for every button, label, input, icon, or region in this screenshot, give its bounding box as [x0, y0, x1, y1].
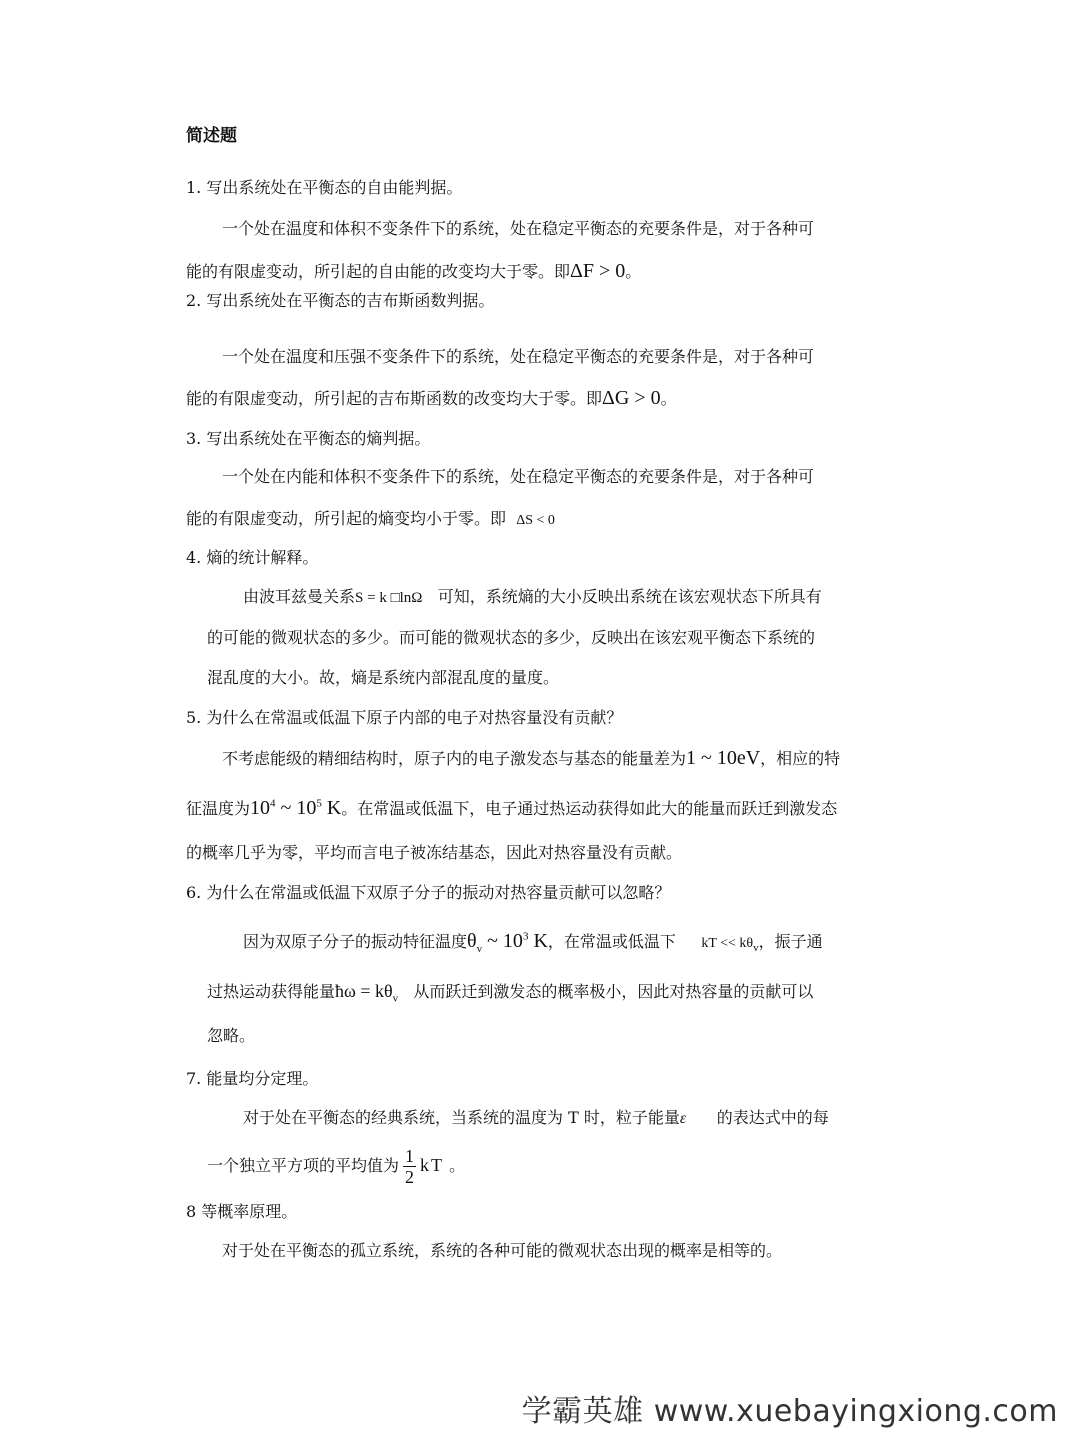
formula-kt-comparison	[701, 936, 759, 954]
answer-1-line-2	[186, 260, 641, 283]
answer-6-text-b: ，在常温或低温下	[547, 932, 676, 951]
answer-7-text-b: 的表达式中的每	[716, 1108, 829, 1127]
formula-unit: K	[321, 797, 342, 819]
formula-exp-2: 5	[316, 797, 322, 810]
section-title: 简述题	[186, 126, 237, 146]
epsilon-symbol: ε	[679, 1110, 687, 1127]
answer-5-line-3: 的概率几乎为零，平均而言电子被冻结基态，因此对热容量没有贡献。	[186, 843, 683, 862]
fraction-denominator: 2	[405, 1167, 415, 1187]
answer-2-line-1: 一个处在温度和压强不变条件下的系统，处在稳定平衡态的充要条件是，对于各种可	[222, 347, 815, 366]
answer-4-line-1	[243, 586, 822, 609]
question-3: 3. 写出系统处在平衡态的熵判据。	[186, 429, 431, 448]
answer-6-line-1	[243, 930, 823, 955]
answer-1-end: 。	[625, 262, 642, 281]
formula-unit: K	[528, 930, 548, 952]
answer-2-text: 能的有限虚变动，所引起的吉布斯函数的改变均大于零。即	[186, 389, 603, 408]
answer-2-line-2	[186, 387, 677, 410]
answer-3-text: 能的有限虚变动，所引起的熵变均小于零。即	[186, 509, 507, 528]
formula-delta-s: ΔS < 0	[516, 513, 555, 528]
answer-5-text-c: 征温度为	[186, 799, 251, 818]
answer-4-text-a: 由波耳兹曼关系	[243, 587, 356, 606]
formula-exp-1: 4	[270, 797, 276, 810]
formula-delta-f: ΔF > 0	[570, 260, 626, 282]
answer-3-line-1: 一个处在内能和体积不变条件下的系统，处在稳定平衡态的充要条件是，对于各种可	[222, 467, 815, 486]
question-7: 7. 能量均分定理。	[186, 1069, 319, 1088]
formula-exp: 3	[522, 930, 529, 943]
answer-6-text-e: 从而跃迁到激发态的概率极小，因此对热容量的贡献可以	[413, 982, 814, 1001]
answer-1-line-1: 一个处在温度和体积不变条件下的系统，处在稳定平衡态的充要条件是，对于各种可	[222, 219, 815, 238]
fraction-one-half	[403, 1146, 416, 1187]
theta-symbol: θ	[467, 930, 477, 952]
answer-5-line-1	[222, 747, 840, 770]
formula-kt-text: kT << kθ	[701, 936, 754, 951]
answer-4-line-2: 的可能的微观状态的多少。而可能的微观状态的多少，反映出在该宏观平衡态下系统的	[207, 628, 816, 647]
question-4: 4. 熵的统计解释。	[186, 548, 319, 567]
answer-6-line-2	[207, 980, 813, 1003]
answer-4-text-b: 可知，系统熵的大小反映出系统在该宏观状态下所具有	[437, 587, 822, 606]
answer-5-text-d: 。在常温或低温下，电子通过热运动获得如此大的能量而跃迁到激发态	[341, 799, 838, 818]
formula-energy-gap: 1 ~ 10eV	[686, 747, 761, 769]
answer-5-text-b: ，相应的特	[760, 749, 841, 768]
question-5: 5. 为什么在常温或低温下原子内部的电子对热容量没有贡献？	[186, 708, 623, 727]
subscript-v: v	[753, 941, 759, 954]
answer-4-line-3: 混乱度的大小。故，熵是系统内部混乱度的量度。	[207, 668, 560, 687]
answer-7-line-1	[243, 1107, 829, 1130]
question-6: 6. 为什么在常温或低温下双原子分子的振动对热容量贡献可以忽略？	[186, 883, 671, 902]
formula-kt: kT	[420, 1155, 445, 1175]
answer-7-text-a: 对于处在平衡态的经典系统，当系统的温度为 T 时，粒子能量	[243, 1108, 680, 1127]
question-8: 8 等概率原理。	[186, 1202, 298, 1221]
answer-6-line-3: 忽略。	[207, 1026, 256, 1045]
formula-delta-g: ΔG > 0	[602, 387, 661, 409]
formula-temperature-range	[250, 797, 341, 819]
formula-hbar-omega	[335, 981, 399, 1005]
question-2: 2. 写出系统处在平衡态的吉布斯函数判据。	[186, 291, 495, 310]
answer-5-line-2	[186, 797, 837, 820]
answer-8-line-1: 对于处在平衡态的孤立系统，系统的各种可能的微观状态出现的概率是相等的。	[222, 1241, 783, 1260]
answer-2-end: 。	[660, 389, 677, 408]
formula-mid: ~ 10	[275, 797, 317, 819]
watermark: 学霸英雄 www.xuebayingxiong.com	[521, 1394, 1058, 1429]
formula-energy-text: ħω = kθ	[335, 981, 393, 1001]
answer-5-text-a: 不考虑能级的精细结构时，原子内的电子激发态与基态的能量差为	[222, 749, 687, 768]
formula-base-1: 10	[250, 797, 271, 819]
answer-6-text-a: 因为双原子分子的振动特征温度	[243, 932, 468, 951]
subscript-v: v	[476, 943, 483, 955]
answer-7-line-2	[207, 1144, 465, 1187]
answer-3-line-2	[186, 508, 555, 532]
formula-vibration-temp	[467, 930, 548, 955]
answer-1-text: 能的有限虚变动，所引起的自由能的改变均大于零。即	[186, 262, 571, 281]
answer-7-text-c: 一个独立平方项的平均值为	[207, 1156, 400, 1175]
answer-6-text-c: ，振子通	[758, 932, 823, 951]
answer-6-text-d: 过热运动获得能量	[207, 982, 336, 1001]
answer-7-end: 。	[449, 1156, 466, 1175]
formula-boltzmann: S = k □lnΩ	[355, 590, 423, 606]
formula-mid: ~ 10	[482, 930, 523, 952]
fraction-numerator: 1	[405, 1146, 415, 1166]
subscript-v: v	[392, 992, 399, 1005]
question-1: 1. 写出系统处在平衡态的自由能判据。	[186, 178, 463, 197]
